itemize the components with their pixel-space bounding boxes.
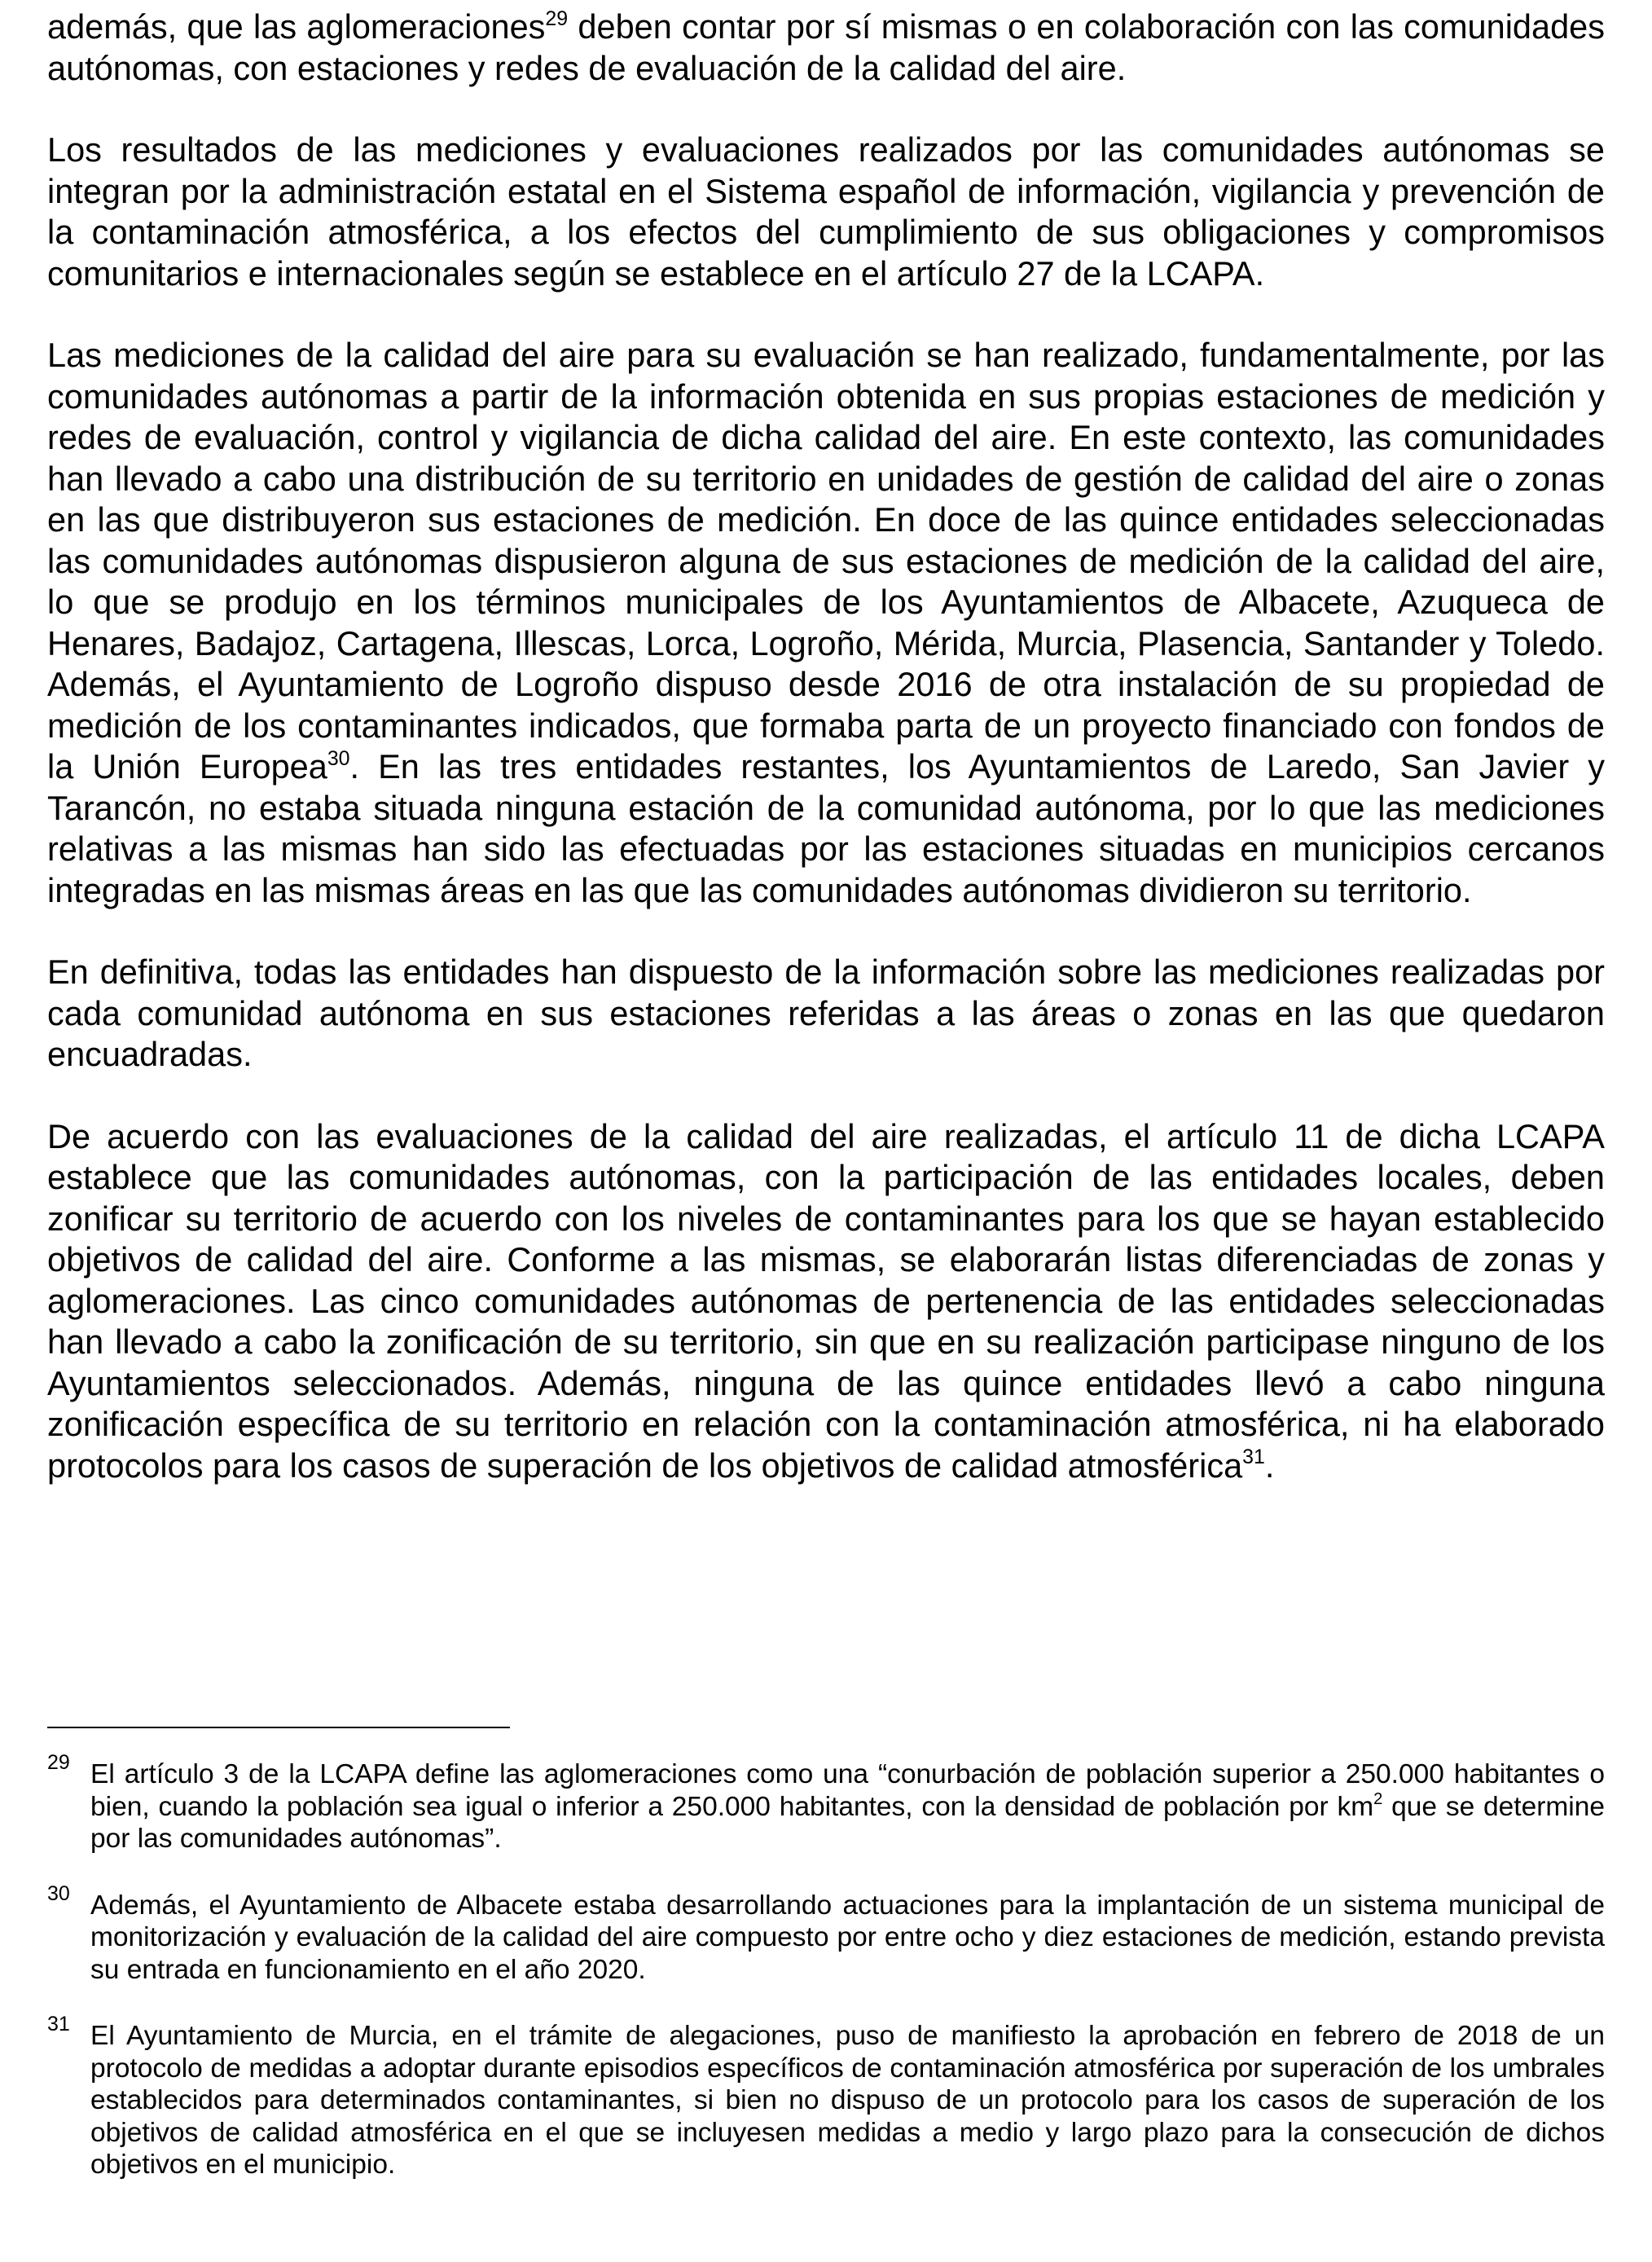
- footnote-text: El Ayuntamiento de Murcia, en el trámite de alegaciones, puso de manifiesto la aprobación en febrero de 2018 de un protocolo de medidas a adoptar durante episodios específicos de contaminación atmosférica por superación de los umbrales establecidos para determinados contaminantes, si bien no dispuso de un protocolo para los casos de superación de los objetivos de calidad atmosférica en el que se incluyesen medidas a medio y largo plazo para la consecución de dichos objetivos en el municipio.: [90, 2021, 1605, 2180]
- paragraph-text: .: [1264, 1446, 1275, 1485]
- footnote-30: [47, 1881, 1605, 1987]
- footnote-number: 31: [47, 2013, 70, 2035]
- paragraph-1: [47, 7, 1605, 89]
- footnote-text-part: El artículo 3 de la LCAPA define las aglomeraciones como una “conurbación de población superior a 250.000 habitantes o bien, cuando la población sea igual o inferior a 250.000 habitantes, con la densidad de población por km: [90, 1759, 1605, 1822]
- paragraph-text: De acuerdo con las evaluaciones de la calidad del aire realizadas, el artículo 11 de dicha LCAPA establece que las comunidades autónomas, con la participación de las entidades locales, deben zonificar su territorio de acuerdo con los niveles de contaminantes para los que se hayan establecido objetivos de calidad del aire. Conforme a las mismas, se elaborarán listas diferenciadas de zonas y aglomeraciones. Las cinco comunidades autónomas de pertenencia de las entidades seleccionadas han llevado a cabo la zonificación de su territorio, sin que en su realización participase ninguno de los Ayuntamientos seleccionados. Además, ninguna de las quince entidades llevó a cabo ninguna zonificación específica de su territorio en relación con la contaminación atmosférica, ni ha elaborado protocolos para los casos de superación de los objetivos de calidad atmosférica: [47, 1116, 1605, 1485]
- footnote-text: [90, 1758, 1605, 1855]
- footnote-number: 30: [47, 1881, 70, 1905]
- paragraph-text: Los resultados de las mediciones y evaluaciones realizados por las comunidades autónomas se integran por la administración estatal en el Sistema español de información, vigilancia y prevención de la contaminación atmosférica, a los efectos del cumplimiento de sus obligaciones y compromisos comunitarios e internacionales según se establece en el artículo 27 de la LCAPA.: [47, 130, 1605, 293]
- paragraph-4: [47, 952, 1605, 1076]
- footnote-separator: [47, 1727, 510, 1728]
- paragraph-text: . En las tres entidades restantes, los Ayuntamientos de Laredo, San Javier y Tarancón, no estaba situada ninguna estación de la comunidad autónoma, por lo que las mediciones relativas a las mismas han sido las efectuadas por las estaciones situadas en municipios cercanos integradas en las mismas áreas en las que las comunidades autónomas dividieron su territorio.: [47, 747, 1605, 909]
- footnotes: [47, 1751, 1605, 2216]
- footnote-number: 29: [47, 1751, 70, 1774]
- paragraph-3: [47, 335, 1605, 911]
- paragraph-text: Las mediciones de la calidad del aire para su evaluación se han realizado, fundamentalmente, por las comunidades autónomas a partir de la información obtenida en sus propias estaciones de medición y redes de evaluación, control y vigilancia de dicha calidad del aire. En este contexto, las comunidades han llevado a cabo una distribución de su territorio en unidades de gestión de calidad del aire o zonas en las que distribuyeron sus estaciones de medición. En doce de las quince entidades seleccionadas las comunidades autónomas dispusieron alguna de sus estaciones de medición de la calidad del aire, lo que se produjo en los términos municipales de los Ayuntamientos de Albacete, Azuqueca de Henares, Badajoz, Cartagena, Illescas, Lorca, Logroño, Mérida, Murcia, Plasencia, Santander y Toledo. Además, el Ayuntamiento de Logroño dispuso desde 2016 de otra instalación de su propiedad de medición de los contaminantes indicados, que formaba parta de un proyecto financiado con fondos de la Unión Europea: [47, 336, 1605, 786]
- footnote-31: [47, 2013, 1605, 2181]
- paragraph-5: [47, 1116, 1605, 1487]
- paragraph-2: [47, 130, 1605, 294]
- footnote-ref-31: 31: [1242, 1446, 1265, 1469]
- paragraph-text: En definitiva, todas las entidades han dispuesto de la información sobre las mediciones realizadas por cada comunidad autónoma en sus estaciones referidas a las áreas o zonas en las que quedaron encuadradas.: [47, 953, 1605, 1073]
- footnote-text: Además, el Ayuntamiento de Albacete estaba desarrollando actuaciones para la implantación de un sistema municipal de monitorización y evaluación de la calidad del aire compuesto por entre ocho y diez estaciones de medición, estando prevista su entrada en funcionamiento en el año 2020.: [90, 1890, 1605, 1985]
- paragraph-text: deben contar por sí mismas o en colaboración con las comunidades autónomas, con estaciones y redes de evaluación de la calidad del aire.: [47, 7, 1605, 87]
- footnote-text-part: que se determine por las comunidades autónomas”.: [90, 1791, 1605, 1854]
- paragraph-text: además, que las aglomeraciones: [47, 7, 546, 46]
- body-text: [47, 7, 1605, 1527]
- footnote-ref-29: 29: [545, 7, 569, 30]
- footnote-29: [47, 1751, 1605, 1855]
- superscript-2: 2: [1373, 1790, 1383, 1809]
- footnote-ref-30: 30: [327, 746, 350, 770]
